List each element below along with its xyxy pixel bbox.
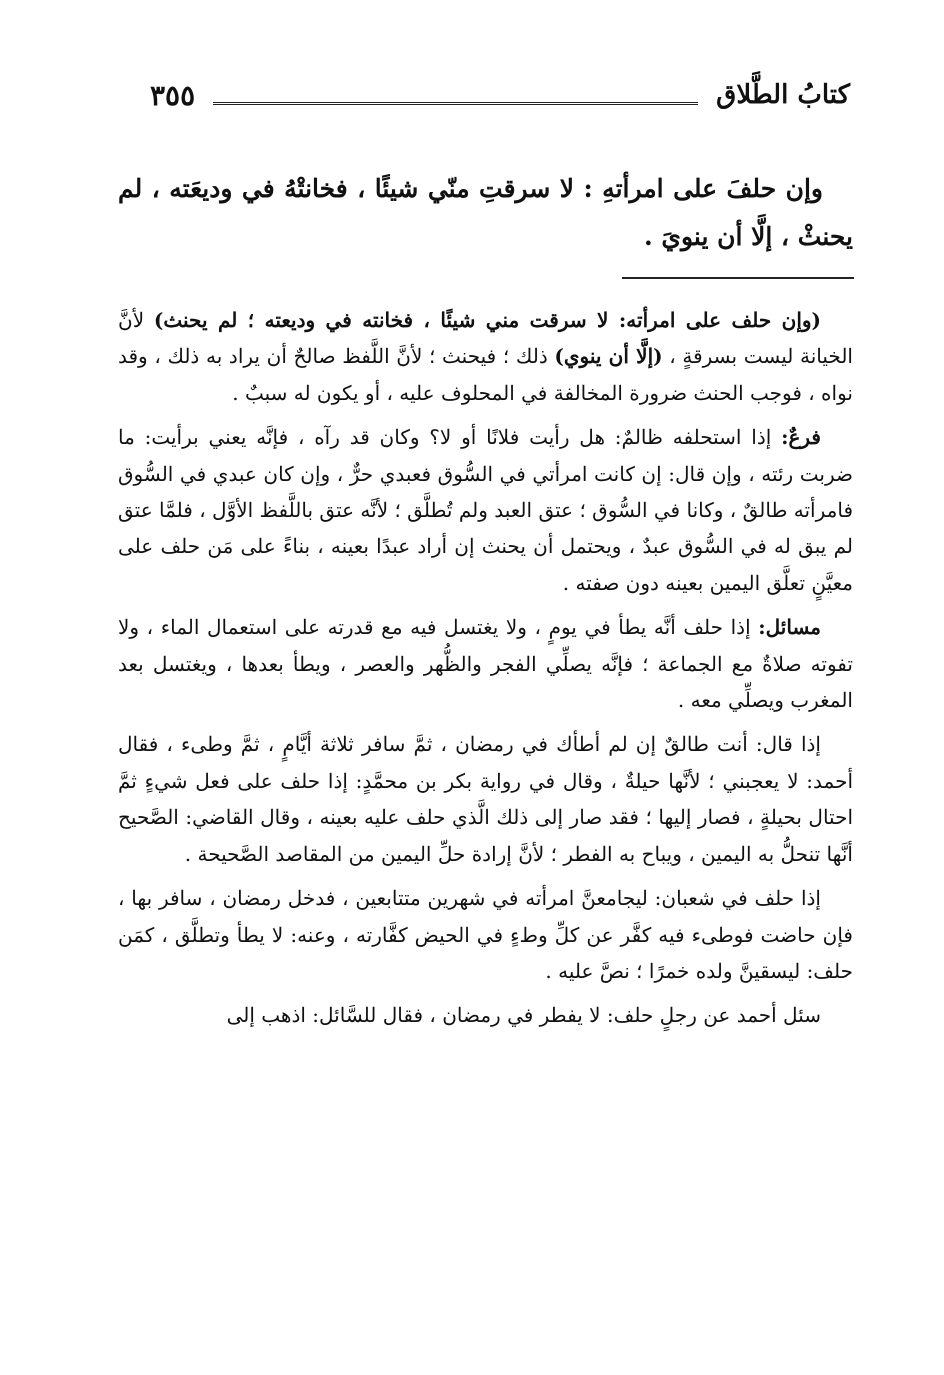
- commentary: [118, 302, 853, 1042]
- section-lead-masail: مسائل:: [758, 615, 821, 640]
- commentary-text: إذا حلف أنَّه يطأ في يومٍ ، ولا يغتسل فيه مع قدرته على استعمال الماء ، ولا تفوته صلاةٌ مع الجماعة ؛ فإنَّه يصلِّي الفجر والظُّهر والعصر ، ويطأ بعدها ، ويغتسل بعد المغرب ويصلِّي معه .: [118, 615, 853, 713]
- quoted-matn-exception: (إلَّا أن ينوي): [554, 344, 663, 369]
- commentary-paragraph-6: [118, 997, 853, 1033]
- matn-sentence: وإن حلفَ على امرأتهِ : لا سرقتِ منّي شيئًا ، فخانتْهُ في وديعَته ، لم يحنثْ ، إلَّا أن ينويَ .: [118, 174, 853, 251]
- commentary-text: سئل أحمد عن رجلٍ حلف: لا يفطر في رمضان ، فقال للسَّائل: اذهب إلى: [226, 1003, 821, 1028]
- commentary-paragraph-2: [118, 419, 853, 601]
- commentary-paragraph-4: [118, 726, 853, 872]
- quoted-matn: (وإن حلف على امرأته: لا سرقت مني شيئًا ، فخانته في وديعته ؛ لم يحنث): [153, 308, 821, 332]
- commentary-paragraph-1: [118, 302, 853, 411]
- commentary-text: لأنَّ الخيانة ليست بسرقةٍ ،: [118, 308, 853, 369]
- commentary-text: إذا حلف في شعبان: ليجامعنَّ امرأته في شهرين متتابعين ، فدخل رمضان ، سافر بها ، فإن حاضت فوطىء فيه كفَّر عن كلِّ وطءٍ في الحيض كفَّارته ، وعنه: لا يطأ وتطلَّق ، كمَن حلف: ليسقينَّ ولده خمرًا ؛ نصَّ عليه .: [118, 886, 853, 983]
- commentary-text: ذلك ؛ فيحنث ؛ لأنَّ اللَّفظ صالحٌ أن يراد به ذلك ، وقد نواه ، فوجب الحنث ضرورة المخالفة في المحلوف عليه ، أو يكون له سببٌ .: [118, 344, 853, 405]
- section-lead-far: فرعٌ:: [781, 425, 821, 450]
- page-header: [150, 70, 850, 120]
- matn-text: [118, 165, 853, 261]
- commentary-text: إذا قال: أنت طالقٌ إن لم أطأك في رمضان ، ثمَّ سافر ثلاثة أيَّامٍ ، ثمَّ وطىء ، فقال أحمد: لا يعجبني ؛ لأنَّها حيلةٌ ، وقال في رواية بكر بن محمَّدٍ: إذا حلف على فعل شيءٍ ثمَّ احتال بحيلةٍ ، فصار إليها ؛ فقد صار إلى ذلك الَّذي حلف عليه بعينه ، وقال القاضي: الصَّحيح أنَّها تنحلُّ به اليمين ، ويباح به الفطر ؛ لأنَّ إرادة حلِّ اليمين من المقاصد الصَّحيحة .: [118, 732, 853, 866]
- running-title: كتابُ الطَّلاق: [716, 80, 850, 110]
- footnote-separator: [622, 277, 854, 279]
- commentary-paragraph-3: [118, 609, 853, 718]
- commentary-text: إذا استحلفه ظالمٌ: هل رأيت فلانًا أو لا؟ وكان قد رآه ، فإنَّه يعني برأيت: ما ضربت رئته ، وإن قال: إن كانت امرأتي في السُّوق فعبدي حرٌّ ، وإن كان عبدي في السُّوق فامرأته طالقٌ ، وكانا في السُّوق ؛ عتق العبد ولم تُطلَّق ؛ لأنَّه عتق باللَّفظ الأوَّل ، فلمَّا عتق لم يبق له في السُّوق عبدٌ ، ويحتمل أن يحنث إن أراد عبدًا بعينه ، بناءً على مَن حلف على معيَّنٍ تعلَّق اليمين بعينه دون صفته .: [118, 425, 853, 595]
- page-number: ٣٥٥: [150, 78, 196, 112]
- commentary-paragraph-5: [118, 880, 853, 989]
- header-rule: [213, 102, 698, 105]
